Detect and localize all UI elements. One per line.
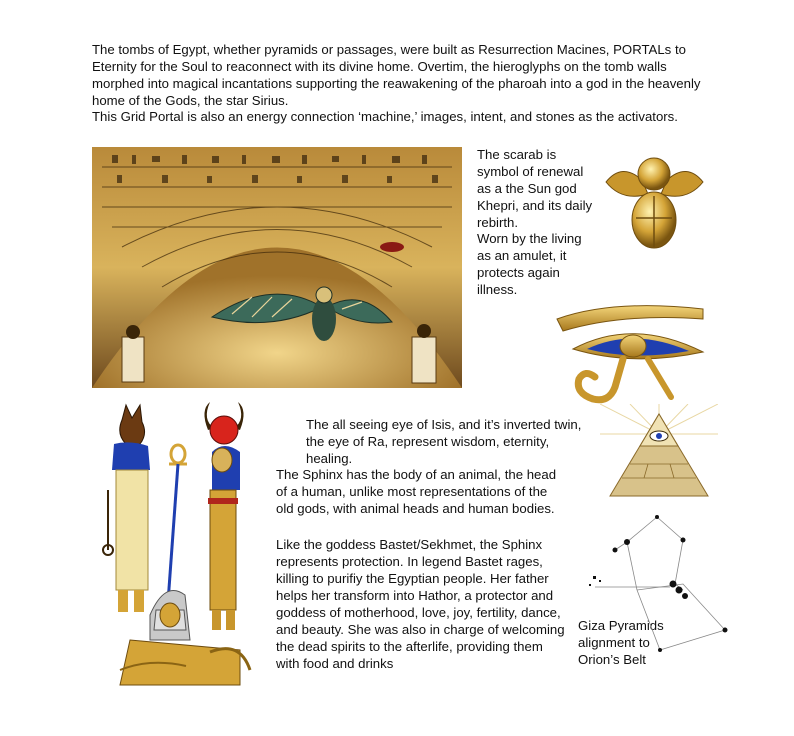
intro-paragraph: The tombs of Egypt, whether pyramids or passages, were built as Resurrection Macines, PORTALs to Eternity for the Soul to reaconnect with its divine home. Overtim, the hieroglyphs on the tomb walls morphed into magical incantations supporting the reawakening of the pharoah into a god in the heavenly home of the Gods, the star Sirius. [92,42,701,108]
giza-caption: Giza Pyramids alignment to Orion’s Belt [578,618,664,667]
tomb-ceiling-image [92,147,462,388]
amulet-caption: Worn by the living as an amulet, it protects again illness. [477,231,582,297]
bastet-paragraph: Like the goddess Bastet/Sekhmet, the Sphinx represents protection. In legend Bastet rages, killing to purifiy the Egyptian people. Her father helps her transform into Hathor, a protector and goddess of motherhood, love, joy, fertility, dance, and beauty. She was also in charge of welcoming the dead spirits to the afterlife, providing them with food and drinks [276,537,565,671]
eye-of-horus-icon [553,297,711,405]
hathor-figure [204,402,243,630]
grid-portal-paragraph: This Grid Portal is also an energy connection ‘machine,’ images, intent, and stones as the activators. [92,109,678,124]
scarab-icon [602,152,707,254]
bastet-figure [103,405,150,612]
eye-caption: The all seeing eye of Isis, and it’s inverted twin, the eye of Ra, represent wisdom, eternity, healing. [306,417,582,466]
sphinx-paragraph: The Sphinx has the body of an animal, the head of a human, unlike most representations of the old gods, with animal heads and human bodies. [276,467,557,516]
pyramid-eye-icon [600,404,718,504]
scarab-caption: The scarab is symbol of renewal as a the Sun god Khepri, and its daily rebirth. [477,147,593,230]
orion-constellation-icon [575,512,740,652]
goddesses-and-sphinx-image [90,400,275,690]
